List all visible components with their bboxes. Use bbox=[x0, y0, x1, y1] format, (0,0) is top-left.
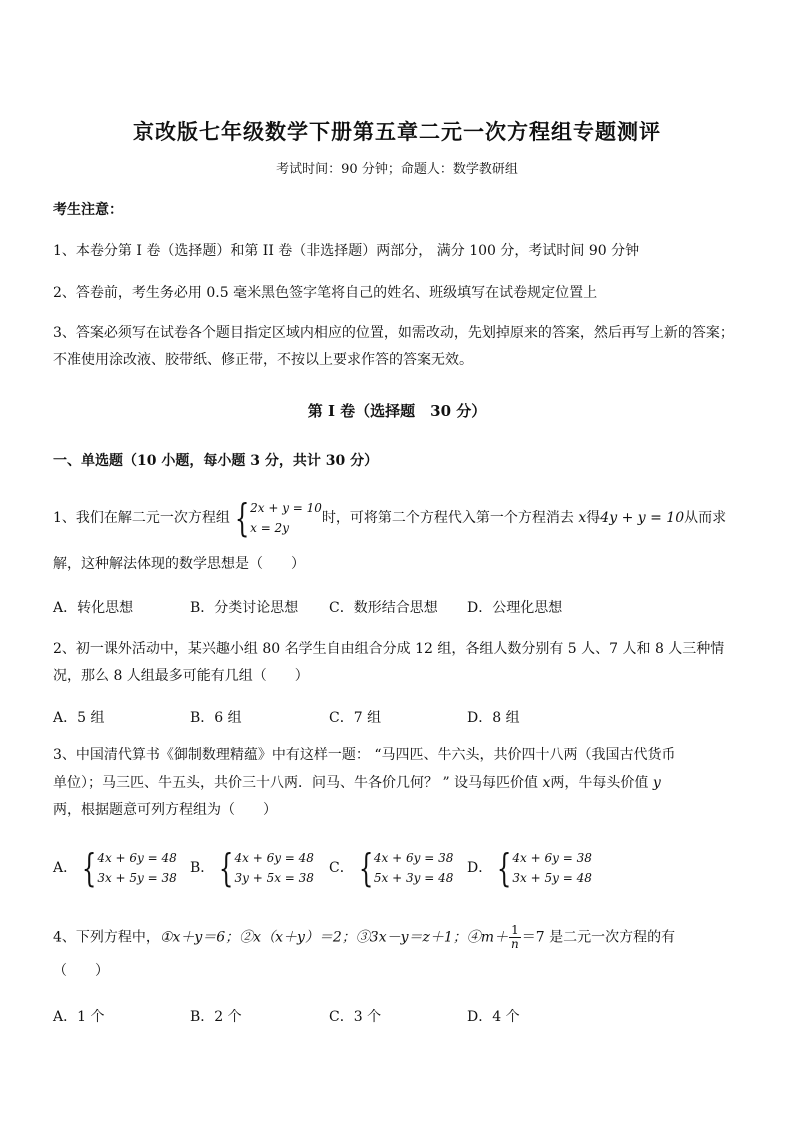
q3-option-c-label: C． bbox=[329, 860, 354, 876]
question-3-line-1: 3、中国清代算书《御制数理精蕴》中有这样一题： “马四匹、牛六头，共价四十八两（我国古代货币 bbox=[53, 747, 676, 763]
q2-option-a[interactable]: A．5 组 bbox=[53, 710, 105, 726]
q3-option-b[interactable] bbox=[190, 848, 314, 888]
q3-option-a-eq2: 3x + 5y = 38 bbox=[97, 871, 177, 885]
question-1-line-2: 解，这种解法体现的数学思想是（ ） bbox=[53, 556, 305, 572]
q1-variable: x bbox=[578, 510, 587, 526]
q3-option-a-label: A． bbox=[53, 860, 78, 876]
question-4-line-1 bbox=[53, 924, 675, 951]
q3-option-c-eq2: 5x + 3y = 48 bbox=[373, 871, 454, 885]
q3-option-c-eq1: 4x + 6y = 38 bbox=[373, 851, 454, 865]
q1-option-a[interactable]: A．转化思想 bbox=[53, 600, 134, 616]
q4-equation-3: ③3x－y＝z＋1； bbox=[355, 929, 467, 946]
q1-equation-2: x = 2y bbox=[250, 521, 289, 535]
q4-fraction-denominator: n bbox=[511, 937, 519, 951]
section-title: 第 I 卷（选择题 30 分） bbox=[307, 402, 487, 420]
q3-variable-y: y bbox=[652, 775, 661, 791]
q3-option-d-eq1: 4x + 6y = 38 bbox=[512, 851, 592, 865]
q1-equation-1: 2x + y = 10 bbox=[250, 501, 322, 515]
question-4-line-2: （ ） bbox=[53, 963, 109, 979]
q3-variable-x: x bbox=[542, 775, 551, 791]
left-brace-icon: { bbox=[497, 846, 512, 890]
question-2-text: 2、初一课外活动中，某兴趣小组 80 名学生自由组合分成 12 组，各组人数分别有 5 人、7 人和 8 人三种情况，那么 8 人组最多可能有几组（ ） bbox=[53, 641, 725, 684]
q3-option-d-system bbox=[512, 848, 591, 888]
left-brace-icon: { bbox=[219, 846, 234, 890]
q2-option-b[interactable]: B．6 组 bbox=[190, 710, 242, 726]
q3-line-2b: 两，牛每头价值 bbox=[550, 775, 649, 791]
left-brace-icon: { bbox=[81, 846, 97, 890]
q3-option-a[interactable] bbox=[53, 848, 177, 888]
q4-equation-4a: ④m＋ bbox=[466, 929, 509, 946]
q1-substituted-equation: 4y + y = 10 bbox=[600, 510, 685, 526]
q4-equation-1: ①x＋y＝6； bbox=[159, 929, 240, 946]
page-title: 京改版七年级数学下册第五章二元一次方程组专题测评 bbox=[133, 119, 661, 144]
question-3-line-2 bbox=[53, 773, 661, 793]
q3-option-d[interactable] bbox=[467, 848, 592, 888]
notice-item-1: 1、本卷分第 I 卷（选择题）和第 II 卷（非选择题）两部分， 满分 100 分，考试时间 90 分钟 bbox=[53, 243, 640, 259]
q4-prefix: 4、下列方程中， bbox=[53, 929, 160, 946]
q2-option-c[interactable]: C．7 组 bbox=[329, 710, 382, 726]
q4-option-c[interactable]: C．3 个 bbox=[329, 1009, 382, 1025]
part-title: 一、单选题（10 小题，每小题 3 分，共计 30 分） bbox=[53, 453, 379, 469]
q3-option-b-eq1: 4x + 6y = 48 bbox=[234, 851, 314, 865]
q3-option-a-system bbox=[97, 848, 176, 888]
q1-suffix: 从而求 bbox=[684, 510, 727, 526]
q1-equation-system bbox=[250, 498, 322, 538]
q4-fraction-numerator: 1 bbox=[511, 923, 519, 937]
q4-equation-2: ②x（x＋y）＝2； bbox=[239, 929, 356, 946]
q4-option-a[interactable]: A．1 个 bbox=[53, 1009, 105, 1025]
q3-option-c[interactable] bbox=[329, 848, 453, 888]
q1-mid2: 得 bbox=[586, 510, 601, 526]
q3-option-d-eq2: 3x + 5y = 48 bbox=[512, 871, 592, 885]
q4-suffix: 是二元一次方程的有 bbox=[549, 929, 676, 946]
q3-option-b-label: B． bbox=[190, 860, 215, 876]
notice-item-3: 3、答案必须写在试卷各个题目指定区域内相应的位置，如需改动，先划掉原来的答案，然后再写上新的答案；不准使用涂改液、胶带纸、修正带，不按以上要求作答的答案无效。 bbox=[53, 325, 734, 368]
q4-option-b[interactable]: B．2 个 bbox=[190, 1009, 242, 1025]
q2-option-d[interactable]: D．8 组 bbox=[467, 710, 520, 726]
q3-option-b-system bbox=[234, 848, 313, 888]
q1-option-c[interactable]: C．数形结合思想 bbox=[329, 600, 438, 616]
q4-fraction bbox=[509, 924, 521, 951]
notice-item-2: 2、答卷前，考生务必用 0.5 毫米黑色签字笔将自己的姓名、班级填写在试卷规定位置上 bbox=[53, 285, 598, 301]
q1-prefix: 1、我们在解二元一次方程组 bbox=[53, 510, 230, 526]
q1-middle: 时，可将第二个方程代入第一个方程消去 bbox=[321, 510, 574, 526]
q4-option-d[interactable]: D．4 个 bbox=[467, 1009, 520, 1025]
left-brace-icon: { bbox=[358, 846, 374, 890]
exam-subtitle: 考试时间：90 分钟；命题人：数学教研组 bbox=[276, 162, 518, 177]
q3-option-d-label: D． bbox=[467, 860, 493, 876]
q1-option-b[interactable]: B．分类讨论思想 bbox=[190, 600, 299, 616]
q4-equation-4b: ＝7 bbox=[521, 929, 545, 946]
q3-option-b-eq2: 3y + 5x = 38 bbox=[234, 871, 314, 885]
question-1-line-1 bbox=[53, 498, 726, 538]
q3-option-a-eq1: 4x + 6y = 48 bbox=[97, 851, 177, 865]
q1-option-d[interactable]: D．公理化思想 bbox=[467, 600, 563, 616]
q3-option-c-system bbox=[374, 848, 453, 888]
q3-line-2a: 单位）；马三匹、牛五头，共价三十八两．问马、牛各价几何？ ” 设马每匹价值 bbox=[53, 775, 539, 791]
question-3-line-3: 两，根据题意可列方程组为（ ） bbox=[53, 802, 277, 818]
notice-heading: 考生注意： bbox=[53, 202, 123, 218]
left-brace-icon: { bbox=[234, 496, 250, 540]
